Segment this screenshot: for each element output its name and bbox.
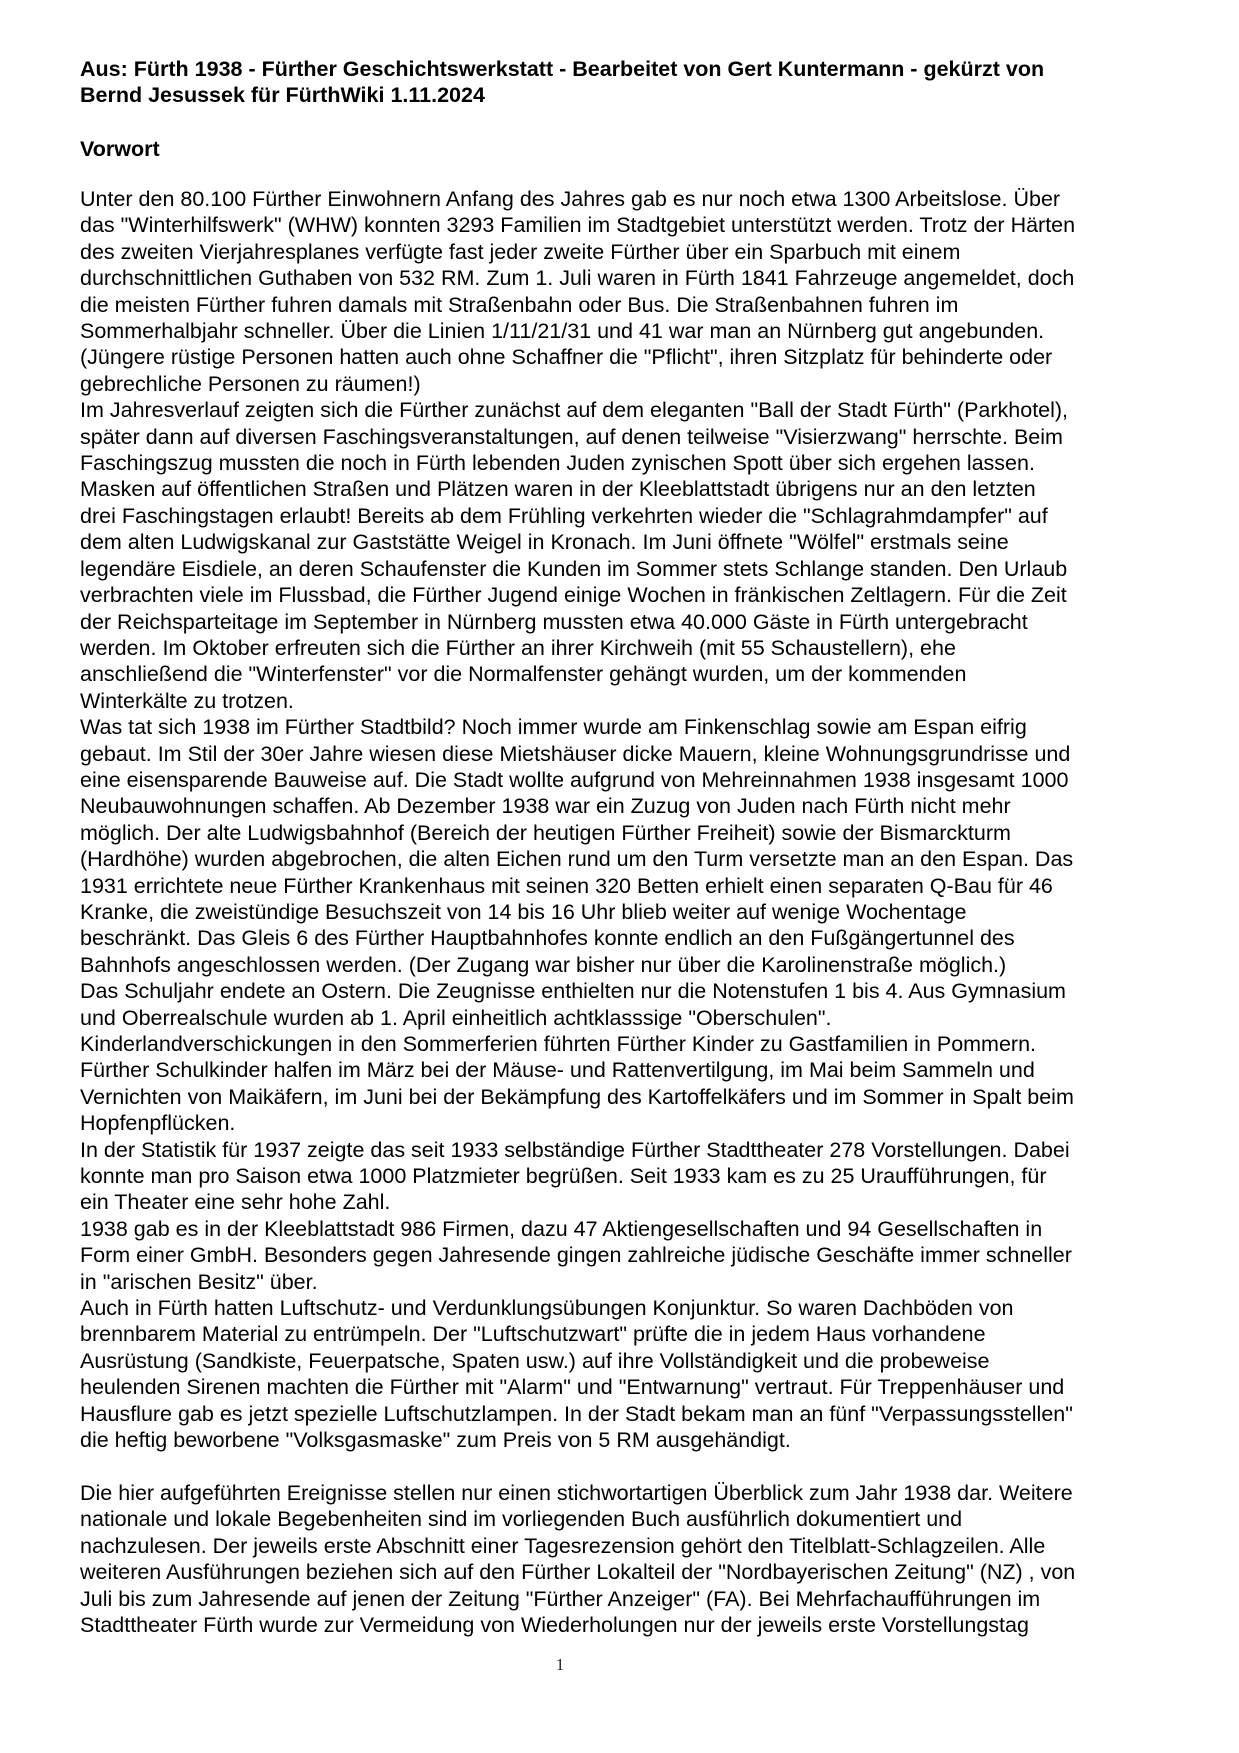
text-line: weiteren Ausführungen beziehen sich auf den Fürther Lokalteil der "Nordbayerischen Zeitung" (NZ) , von [80, 1560, 1076, 1585]
text-line: das "Winterhilfswerk" (WHW) konnten 3293 Familien im Stadtgebiet unterstützt werden. Trotz der Härten [80, 213, 1076, 238]
text-line: anschließend die "Winterfenster" vor die Normalfenster gehängt wurden, um der kommenden [80, 662, 967, 687]
text-line: Juli bis zum Jahresende auf jenen der Zeitung "Fürther Anzeiger" (FA). Bei Mehrfachaufführungen im [80, 1586, 1041, 1611]
text-line: Form einer GmbH. Besonders gegen Jahresende gingen zahlreiche jüdische Geschäfte immer schneller [80, 1243, 1072, 1268]
text-line: nationale und lokale Begebenheiten sind im vorliegenden Buch ausführlich dokumentiert und [80, 1507, 963, 1532]
text-line: Winterkälte zu trotzen. [80, 688, 294, 713]
text-line: Bahnhofs angeschlossen werden. (Der Zugang war bisher nur über die Karolinenstraße möglich.) [80, 952, 1007, 977]
text-line: drei Faschingstagen erlaubt! Bereits ab dem Frühling verkehrten wieder die "Schlagrahmdampfer" auf [80, 503, 1048, 528]
text-line: Kinderlandverschickungen in den Sommerferien führten Fürther Kinder zu Gastfamilien in Pommern. [80, 1032, 1037, 1056]
text-line: Das Schuljahr endete an Ostern. Die Zeugnisse enthielten nur die Notenstufen 1 bis 4. Aus Gymnasium [80, 979, 1066, 1004]
text-line: Masken auf öffentlichen Straßen und Plätzen waren in der Kleeblattstadt übrigens nur an den letzten [80, 477, 1036, 502]
section-heading: Vorwort [80, 137, 160, 161]
text-line: eine eisensparende Bauweise auf. Die Stadt wollte aufgrund von Mehreinnahmen 1938 insgesamt 1000 [80, 767, 1069, 792]
text-line: und Oberrealschule wurden ab 1. April einheitlich achtklasssige "Oberschulen". [80, 1005, 832, 1030]
text-line: Vernichten von Maikäfern, im Juni bei der Bekämpfung des Kartoffelkäfers und im Sommer in Spalt beim [80, 1084, 1074, 1109]
text-line: beschränkt. Das Gleis 6 des Fürther Hauptbahnhofes konnte endlich an den Fußgängertunnel des [80, 926, 1015, 951]
text-line: 1931 errichtete neue Fürther Krankenhaus mit seinen 320 Betten erhielt einen separaten Q-Bau für 46 [80, 873, 1053, 898]
text-line: (Jüngere rüstige Personen hatten auch ohne Schaffner die "Pflicht", ihren Sitzplatz für behinderte oder [80, 345, 1053, 370]
page-number: 1 [555, 1655, 565, 1674]
text-line: möglich. Der alte Ludwigsbahnhof (Bereich der heutigen Fürther Freiheit) sowie der Bismarckturm [80, 820, 1011, 845]
text-line: dem alten Ludwigskanal zur Gaststätte Weigel in Kronach. Im Juni öffnete "Wölfel" erstmals seine [80, 530, 1009, 555]
text-line: Ausrüstung (Sandkiste, Feuerpatsche, Spaten usw.) auf ihre Vollständigkeit und die probeweise [80, 1348, 990, 1373]
text-line: in "arischen Besitz" über. [80, 1269, 318, 1294]
text-line: die meisten Fürther fuhren damals mit Straßenbahn oder Bus. Die Straßenbahnen fuhren im [80, 292, 959, 317]
text-line: konnte man pro Saison etwa 1000 Platzmieter begrüßen. Seit 1933 kam es zu 25 Uraufführungen, für [80, 1164, 1047, 1189]
text-line: Sommerhalbjahr schneller. Über die Linien 1/11/21/31 und 41 war man an Nürnberg gut angebunden. [80, 319, 1045, 344]
text-line: heulenden Sirenen machten die Fürther mit "Alarm" und "Entwarnung" vertraut. Für Treppenhäuser und [80, 1375, 1065, 1400]
text-line: Im Jahresverlauf zeigten sich die Fürther zunächst auf dem eleganten "Ball der Stadt Fürth" (Parkhotel), [80, 398, 1069, 423]
text-line: Unter den 80.100 Fürther Einwohnern Anfang des Jahres gab es nur noch etwa 1300 Arbeitslose. Über [80, 187, 1061, 211]
paragraph [80, 1480, 1075, 1638]
text-line: durchschnittlichen Guthaben von 532 RM. Zum 1. Juli waren in Fürth 1841 Fahrzeuge angemeldet, doch [80, 266, 1075, 291]
text-line: gebaut. Im Stil der 30er Jahre wiesen diese Mietshäuser dicke Mauern, kleine Wohnungsgrundrisse und [80, 741, 1071, 766]
text-line: Neubauwohnungen schaffen. Ab Dezember 1938 war ein Zuzug von Juden nach Fürth nicht mehr [80, 794, 1011, 819]
text-line: verbrachten viele im Flussbad, die Fürther Jugend einige Wochen in fränkischen Zeltlagern. Für die Zeit [80, 583, 1067, 608]
text-line: Stadttheater Fürth wurde zur Vermeidung von Wiederholungen nur der jeweils erste Vorstellungstag [80, 1612, 1029, 1637]
text-line: Die hier aufgeführten Ereignisse stellen nur einen stichwortartigen Überblick zum Jahr 1938 dar. Weitere [80, 1480, 1073, 1505]
text-line: In der Statistik für 1937 zeigte das seit 1933 selbständige Fürther Stadttheater 278 Vorstellungen. Dabei [80, 1137, 1070, 1162]
text-line: Hausflure gab es jetzt spezielle Luftschutzlampen. In der Stadt bekam man an fünf "Verpassungsstellen" [80, 1401, 1073, 1426]
text-line: Kranke, die zweistündige Besuchszeit von 14 bis 16 Uhr blieb weiter auf wenige Wochentage [80, 899, 967, 924]
text-line: nachzulesen. Der jeweils erste Abschnitt einer Tagesrezension gehört den Titelblatt-Schlagzeilen. Alle [80, 1533, 1046, 1558]
text-line: Hopfenpflücken. [80, 1111, 236, 1136]
text-line: des zweiten Vierjahresplanes verfügte fast jeder zweite Fürther über ein Sparbuch mit einem [80, 239, 961, 264]
text-line: Aus: Fürth 1938 - Fürther Geschichtswerkstatt - Bearbeitet von Gert Kuntermann - gekürzt von [80, 57, 1045, 81]
text-line: gebrechliche Personen zu räumen!) [80, 371, 421, 396]
text-line: später dann auf diversen Faschingsveranstaltungen, auf denen teilweise "Visierzwang" herrschte. Beim [80, 424, 1063, 449]
text-line: legendäre Eisdiele, an deren Schaufenster die Kunden im Sommer stets Schlange standen. Den Urlaub [80, 556, 1068, 581]
text-line: Auch in Fürth hatten Luftschutz- und Verdunklungsübungen Konjunktur. So waren Dachböden von [80, 1296, 1014, 1321]
text-line: die heftig beworbene "Volksgasmaske" zum Preis von 5 RM ausgehändigt. [80, 1428, 791, 1453]
text-line: 1938 gab es in der Kleeblattstadt 986 Firmen, dazu 47 Aktiengesellschaften und 94 Gesellschaften in [80, 1216, 1043, 1241]
body-text [80, 186, 1075, 1638]
text-line: (Hardhöhe) wurden abgebrochen, die alten Eichen rund um den Turm versetzte man an den Espan. Das [80, 847, 1074, 872]
text-line: Faschingszug mussten die noch in Fürth lebenden Juden zynischen Spott über sich ergehen lassen. [80, 451, 1035, 476]
text-line: ein Theater eine sehr hohe Zahl. [80, 1190, 391, 1215]
text-line: brennbarem Material zu entrümpeln. Der "Luftschutzwart" prüfte die in jedem Haus vorhandene [80, 1322, 986, 1347]
text-line: der Reichsparteitage im September in Nürnberg mussten etwa 40.000 Gäste in Fürth untergebracht [80, 609, 1028, 634]
paragraph [80, 186, 1075, 1454]
text-line: Bernd Jesussek für FürthWiki 1.11.2024 [80, 83, 485, 108]
text-line: werden. Im Oktober erfreuten sich die Fürther an ihrer Kirchweih (mit 55 Schaustellern), ehe [80, 635, 956, 660]
text-line: Fürther Schulkinder halfen im März bei der Mäuse- und Rattenvertilgung, im Mai beim Sammeln und [80, 1058, 1035, 1083]
document-title [80, 56, 1044, 109]
text-line: Was tat sich 1938 im Fürther Stadtbild? Noch immer wurde am Finkenschlag sowie am Espan eifrig [80, 715, 1027, 740]
